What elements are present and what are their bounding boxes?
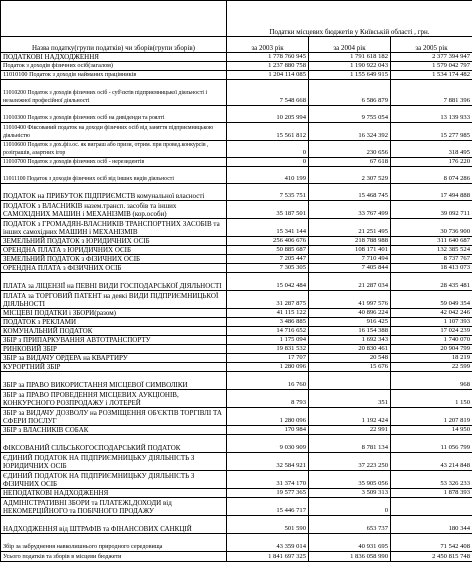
- table-row: [1, 123, 472, 141]
- row-name-cell: ПОДАТОК з ВЛАСНИКІВ назем.трансп. засобів та інших САМОХІДНИХ МАШИН і МЕХАНІЗМІВ (кор.особи): [1, 201, 227, 219]
- row-name-cell: ЄДИНИЙ ПОДАТОК НА ПІДПРИЄМНИЦЬКУ ДІЯЛЬНІСТЬ З ЮРИДИЧНИХ ОСІБ: [1, 453, 227, 471]
- row-value-2004: 3 509 313: [309, 489, 391, 498]
- row-name-cell: НЕПОДАТКОВІ НАДХОДЖЕННЯ: [1, 489, 227, 498]
- row-value-2005: 71 542 408: [391, 534, 472, 552]
- row-name-cell: ЗБІР за ВИДАЧУ ОРДЕРА на КВАРТИРУ: [1, 354, 227, 363]
- row-value-2003: 1 841 697 325: [227, 552, 309, 562]
- row-name-cell: ПОДАТОК на ПРИБУТОК ПІДПРИЄМСТВ комунальної власності: [1, 184, 227, 201]
- column-header-2004: за 2004 рік: [309, 37, 391, 53]
- row-value-2005: 42 042 246: [391, 309, 472, 318]
- table-row: [1, 498, 472, 516]
- row-value-2003: 0: [227, 141, 309, 158]
- row-value-2003: 19 831 532: [227, 345, 309, 354]
- table-row: [1, 141, 472, 158]
- row-value-2005: 39 092 711: [391, 201, 472, 219]
- row-value-2003: 7 305 305: [227, 264, 309, 273]
- table-row: [1, 71, 472, 80]
- table-row: [1, 426, 472, 435]
- table-row: [1, 309, 472, 318]
- row-value-2003: 19 577 365: [227, 489, 309, 498]
- table-row: [1, 53, 472, 62]
- row-name-cell: ФІКСОВАНИЙ СІЛЬСЬКОГОСПОДАРСЬКИЙ ПОДАТОК: [1, 435, 227, 453]
- row-value-2005: 17 024 239: [391, 327, 472, 336]
- row-value-2005: 14 950: [391, 426, 472, 435]
- row-value-2005: 1 534 174 482: [391, 71, 472, 80]
- row-value-2004: [309, 372, 391, 390]
- row-value-2003: 31 374 170: [227, 471, 309, 489]
- row-value-2004: 1 791 618 182: [309, 53, 391, 62]
- row-value-2003: 1 280 096: [227, 408, 309, 426]
- row-value-2004: 40 896 224: [309, 309, 391, 318]
- row-name-cell: ЗБІР за ПРАВО ВИКОРИСТАННЯ МІСЦЕВОЇ СИМВОЛІКИ: [1, 372, 227, 390]
- table-row: [1, 354, 472, 363]
- row-name-cell: ПОДАТОК з ГРОМАДЯН-ВЛАСНИКІВ ТРАНСПОРТНИХ ЗАСОБІВ та інших самохідних МАШИН і МЕХАНІЗМІВ: [1, 219, 227, 237]
- row-value-2003: 32 584 921: [227, 453, 309, 471]
- row-value-2005: 180 344: [391, 516, 472, 534]
- row-value-2003: 3 486 885: [227, 318, 309, 327]
- row-value-2005: 15 277 985: [391, 123, 472, 141]
- column-header-2005: за 2005 рік: [391, 37, 472, 53]
- table-row: [1, 264, 472, 273]
- table-row: [1, 453, 472, 471]
- row-value-2005: 11 056 799: [391, 435, 472, 453]
- row-value-2003: 17 707: [227, 354, 309, 363]
- row-value-2004: 1 692 343: [309, 336, 391, 345]
- row-name-cell: ПОДАТОК з РЕКЛАМИ: [1, 318, 227, 327]
- row-value-2004: 7 710 494: [309, 255, 391, 264]
- row-value-2004: 20 548: [309, 354, 391, 363]
- row-name-cell: ПОДАТКОВІ НАДХОДЖЕННЯ: [1, 53, 227, 62]
- row-value-2005: 8 074 286: [391, 167, 472, 184]
- row-value-2004: 15 676: [309, 363, 391, 372]
- row-value-2003: 15 341 144: [227, 219, 309, 237]
- row-value-2003: 1 204 114 085: [227, 71, 309, 80]
- row-value-2004: 16 154 388: [309, 327, 391, 336]
- row-value-2005: 43 214 848: [391, 453, 472, 471]
- row-value-2005: 18 219: [391, 354, 472, 363]
- table-row: [1, 273, 472, 291]
- row-value-2003: 10 205 994: [227, 106, 309, 123]
- row-name-cell: РИНКОВИЙ ЗБІР: [1, 345, 227, 354]
- row-value-2004: 230 656: [309, 141, 391, 158]
- row-name-cell: ЗЕМЕЛЬНИЙ ПОДАТОК з ФІЗИЧНИХ ОСІБ: [1, 255, 227, 264]
- row-value-2004: 916 425: [309, 318, 391, 327]
- row-value-2004: 6 586 879: [309, 80, 391, 106]
- row-value-2005: 30 736 900: [391, 219, 472, 237]
- row-value-2003: 410 199: [227, 167, 309, 184]
- row-value-2004: 218 788 988: [309, 237, 391, 246]
- table-row: [1, 534, 472, 552]
- table-row: [1, 489, 472, 498]
- table-row: [1, 435, 472, 453]
- row-name-cell: КУРОРТНИЙ ЗБІР: [1, 363, 227, 372]
- table-row: [1, 219, 472, 237]
- row-value-2005: 59 049 354: [391, 291, 472, 309]
- row-name-cell: 11010400 Фіксований податок на доходи фізичних осіб від заняття підприємницькою діяльністю: [1, 123, 227, 141]
- row-name-cell: 11010100 Податок з доходів найманих працівників: [1, 71, 227, 80]
- table-row: [1, 552, 472, 562]
- row-value-2003: 15 561 812: [227, 123, 309, 141]
- table-caption: Податки місцевих бюджетів у Київській області , грн.: [227, 1, 472, 37]
- row-value-2005: 8 737 767: [391, 255, 472, 264]
- row-value-2005: 1 740 070: [391, 336, 472, 345]
- row-value-2003: 9 030 909: [227, 435, 309, 453]
- row-value-2003: 8 793: [227, 390, 309, 408]
- row-value-2005: 18 413 073: [391, 264, 472, 273]
- row-value-2003: 31 287 875: [227, 291, 309, 309]
- row-name-cell: ЗБІР за ПРАВО ПРОВЕДЕННЯ МІСЦЕВИХ АУКЦІОНІВ, КОНКУРСНОГО РОЗПРОДАЖУ і ЛОТЕРЕЙ: [1, 390, 227, 408]
- table-row: [1, 80, 472, 106]
- row-name-cell: Усього податків та зборів в місцеви бюджети: [1, 552, 227, 562]
- row-name-cell: ОРЕНДНА ПЛАТА з ФІЗИЧНИХ ОСІБ: [1, 264, 227, 273]
- row-name-cell: ЗБІР з ПРИПАРКУВАННЯ АВТОТРАНСПОРТУ: [1, 336, 227, 345]
- row-value-2004: 22 991: [309, 426, 391, 435]
- row-value-2005: 53 326 233: [391, 471, 472, 489]
- column-header-name: Назва податку(групи податків) чи зборів(групи зборів): [1, 37, 227, 53]
- row-value-2003: 170 984: [227, 426, 309, 435]
- row-name-cell: ЗЕМЕЛЬНИЙ ПОДАТОК з ЮРИДИЧНИХ ОСІБ: [1, 237, 227, 246]
- row-value-2004: 653 737: [309, 516, 391, 534]
- row-name-cell: МІСЦЕВІ ПОДАТКИ і ЗБОРИ(разом): [1, 309, 227, 318]
- row-name-cell: Податок з доходів фізичних осіб(загалом): [1, 62, 227, 71]
- row-name-cell: 11010300 Податок з доходів фізичних осіб на дивіденди та роялті: [1, 106, 227, 123]
- table-row: [1, 318, 472, 327]
- table-row: [1, 408, 472, 426]
- table-row: [1, 255, 472, 264]
- row-value-2004: 21 251 495: [309, 219, 391, 237]
- row-value-2005: 2 450 815 748: [391, 552, 472, 562]
- row-value-2005: 318 495: [391, 141, 472, 158]
- table-row: [1, 184, 472, 201]
- row-value-2004: 20 830 461: [309, 345, 391, 354]
- table-row: [1, 363, 472, 372]
- row-value-2004: 21 287 034: [309, 273, 391, 291]
- row-value-2005: 1 878 393: [391, 489, 472, 498]
- row-name-cell: 11010600 Податок з дох.фіз.ос. як виграш або призи, отрим. при провед.конкурсів , розіграшів, азартних ігор: [1, 141, 227, 158]
- row-value-2003: 7 548 668: [227, 80, 309, 106]
- row-value-2004: 1 192 424: [309, 408, 391, 426]
- row-value-2003: 43 359 014: [227, 534, 309, 552]
- table-row: [1, 516, 472, 534]
- row-value-2004: 1 155 649 915: [309, 71, 391, 80]
- row-name-cell: АДМІНІСТРАТИВНІ ЗБОРИ та ПЛАТЕЖІ,ДОХОДИ від НЕКОМЕРЦІЙНОГО та ПОБІЧНОГО ПРОДАЖУ: [1, 498, 227, 516]
- table-row: [1, 372, 472, 390]
- table-row: [1, 237, 472, 246]
- header-blank-cell: [1, 1, 227, 37]
- row-value-2005: 311 640 687: [391, 237, 472, 246]
- row-value-2005: 28 435 481: [391, 273, 472, 291]
- row-name-cell: ЗБІР за ВИДАЧУ ДОЗВОЛУ на РОЗМІЩЕННЯ ОБ'ЄКТІВ ТОРГІВЛІ ТА СФЕРИ ПОСЛУГ: [1, 408, 227, 426]
- row-name-cell: 11010700 Податок з доходів фізичних осіб - нерезидентів: [1, 158, 227, 167]
- row-value-2005: 1 207 819: [391, 408, 472, 426]
- row-value-2004: 8 781 134: [309, 435, 391, 453]
- row-value-2004: 1 836 058 990: [309, 552, 391, 562]
- table-row: [1, 246, 472, 255]
- row-value-2003: 7 535 751: [227, 184, 309, 201]
- table-row: [1, 291, 472, 309]
- row-value-2005: [391, 498, 472, 516]
- row-value-2004: 108 171 401: [309, 246, 391, 255]
- row-name-cell: Збір за забруднення навколишнього природного середовища: [1, 534, 227, 552]
- row-value-2004: 351: [309, 390, 391, 408]
- table-row: [1, 158, 472, 167]
- row-value-2004: 37 223 250: [309, 453, 391, 471]
- row-value-2003: 41 115 122: [227, 309, 309, 318]
- table-body: [1, 53, 472, 562]
- row-value-2003: 35 187 501: [227, 201, 309, 219]
- row-value-2004: 35 905 056: [309, 471, 391, 489]
- row-value-2004: 1 190 922 043: [309, 62, 391, 71]
- row-value-2005: 1 579 042 797: [391, 62, 472, 71]
- row-value-2005: 1 150: [391, 390, 472, 408]
- row-value-2003: 501 590: [227, 516, 309, 534]
- row-value-2005: 13 139 933: [391, 106, 472, 123]
- row-value-2004: 7 405 844: [309, 264, 391, 273]
- row-value-2003: 256 406 676: [227, 237, 309, 246]
- row-value-2005: 2 377 394 947: [391, 53, 472, 62]
- row-value-2004: 16 324 392: [309, 123, 391, 141]
- row-value-2004: 40 931 695: [309, 534, 391, 552]
- row-value-2005: 20 904 799: [391, 345, 472, 354]
- row-value-2003: 1 175 094: [227, 336, 309, 345]
- row-name-cell: 11010200 Податок з доходів фізичних осіб - суб'єктів підприємницької діяльності і незалежної професійної діяльності: [1, 80, 227, 106]
- row-value-2005: 132 385 524: [391, 246, 472, 255]
- table-row: [1, 201, 472, 219]
- row-value-2003: 1 778 760 945: [227, 53, 309, 62]
- row-value-2003: 0: [227, 158, 309, 167]
- column-header-2003: за 2003 рік: [227, 37, 309, 53]
- row-value-2003: 14 716 652: [227, 327, 309, 336]
- table-row: [1, 106, 472, 123]
- table-row: [1, 62, 472, 71]
- row-name-cell: ЗБІР з ВЛАСНИКІВ СОБАК: [1, 426, 227, 435]
- table-row: [1, 345, 472, 354]
- table-row: [1, 471, 472, 489]
- row-value-2004: 9 755 054: [309, 106, 391, 123]
- row-value-2005: 176 220: [391, 158, 472, 167]
- row-value-2003: 1 237 880 758: [227, 62, 309, 71]
- row-name-cell: ЄДИНИЙ ПОДАТОК НА ПІДПРИЄМНИЦЬКУ ДІЯЛЬНІСТЬ З ФІЗИЧНИХ ОСІБ: [1, 471, 227, 489]
- row-value-2003: 15 042 484: [227, 273, 309, 291]
- row-value-2005: 17 494 888: [391, 184, 472, 201]
- table-row: [1, 167, 472, 184]
- row-value-2004: 33 767 499: [309, 201, 391, 219]
- row-name-cell: ПЛАТА за ТОРГОВИЙ ПАТЕНТ на деякі ВИДИ ПІДПРИЄМНИЦЬКОЇ ДІЯЛЬНОСТІ: [1, 291, 227, 309]
- table-row: [1, 336, 472, 345]
- row-value-2004: 67 618: [309, 158, 391, 167]
- row-value-2003: 7 205 447: [227, 255, 309, 264]
- row-name-cell: ПЛАТА за ЛІЦЕНЗІЇ на ПЕВНІ ВИДИ ГОСПОДАРСЬКОЇ ДІЯЛЬНОСТІ: [1, 273, 227, 291]
- row-value-2005: 968: [391, 372, 472, 390]
- table-row: [1, 390, 472, 408]
- row-value-2004: 15 468 745: [309, 184, 391, 201]
- row-name-cell: ОРЕНДНА ПЛАТА з ЮРИДИЧНИХ ОСІБ: [1, 246, 227, 255]
- row-value-2005: 7 881 396: [391, 80, 472, 106]
- row-name-cell: 11011100 Податок з доходів фізичних осіб від інших видів діяльності: [1, 167, 227, 184]
- row-value-2004: 41 997 576: [309, 291, 391, 309]
- table-row: [1, 327, 472, 336]
- row-value-2003: 15 446 717: [227, 498, 309, 516]
- row-value-2004: 2 307 529: [309, 167, 391, 184]
- row-value-2003: 1 280 096: [227, 363, 309, 372]
- row-value-2003: 50 885 687: [227, 246, 309, 255]
- row-value-2003: 16 760: [227, 372, 309, 390]
- row-name-cell: НАДХОДЖЕННЯ від ШТРАФІВ та ФІНАНСОВИХ САНКЦІЙ: [1, 516, 227, 534]
- row-value-2004: 0: [309, 498, 391, 516]
- row-value-2005: 1 107 393: [391, 318, 472, 327]
- row-name-cell: КОМУНАЛЬНИЙ ПОДАТОК: [1, 327, 227, 336]
- row-value-2005: 22 599: [391, 363, 472, 372]
